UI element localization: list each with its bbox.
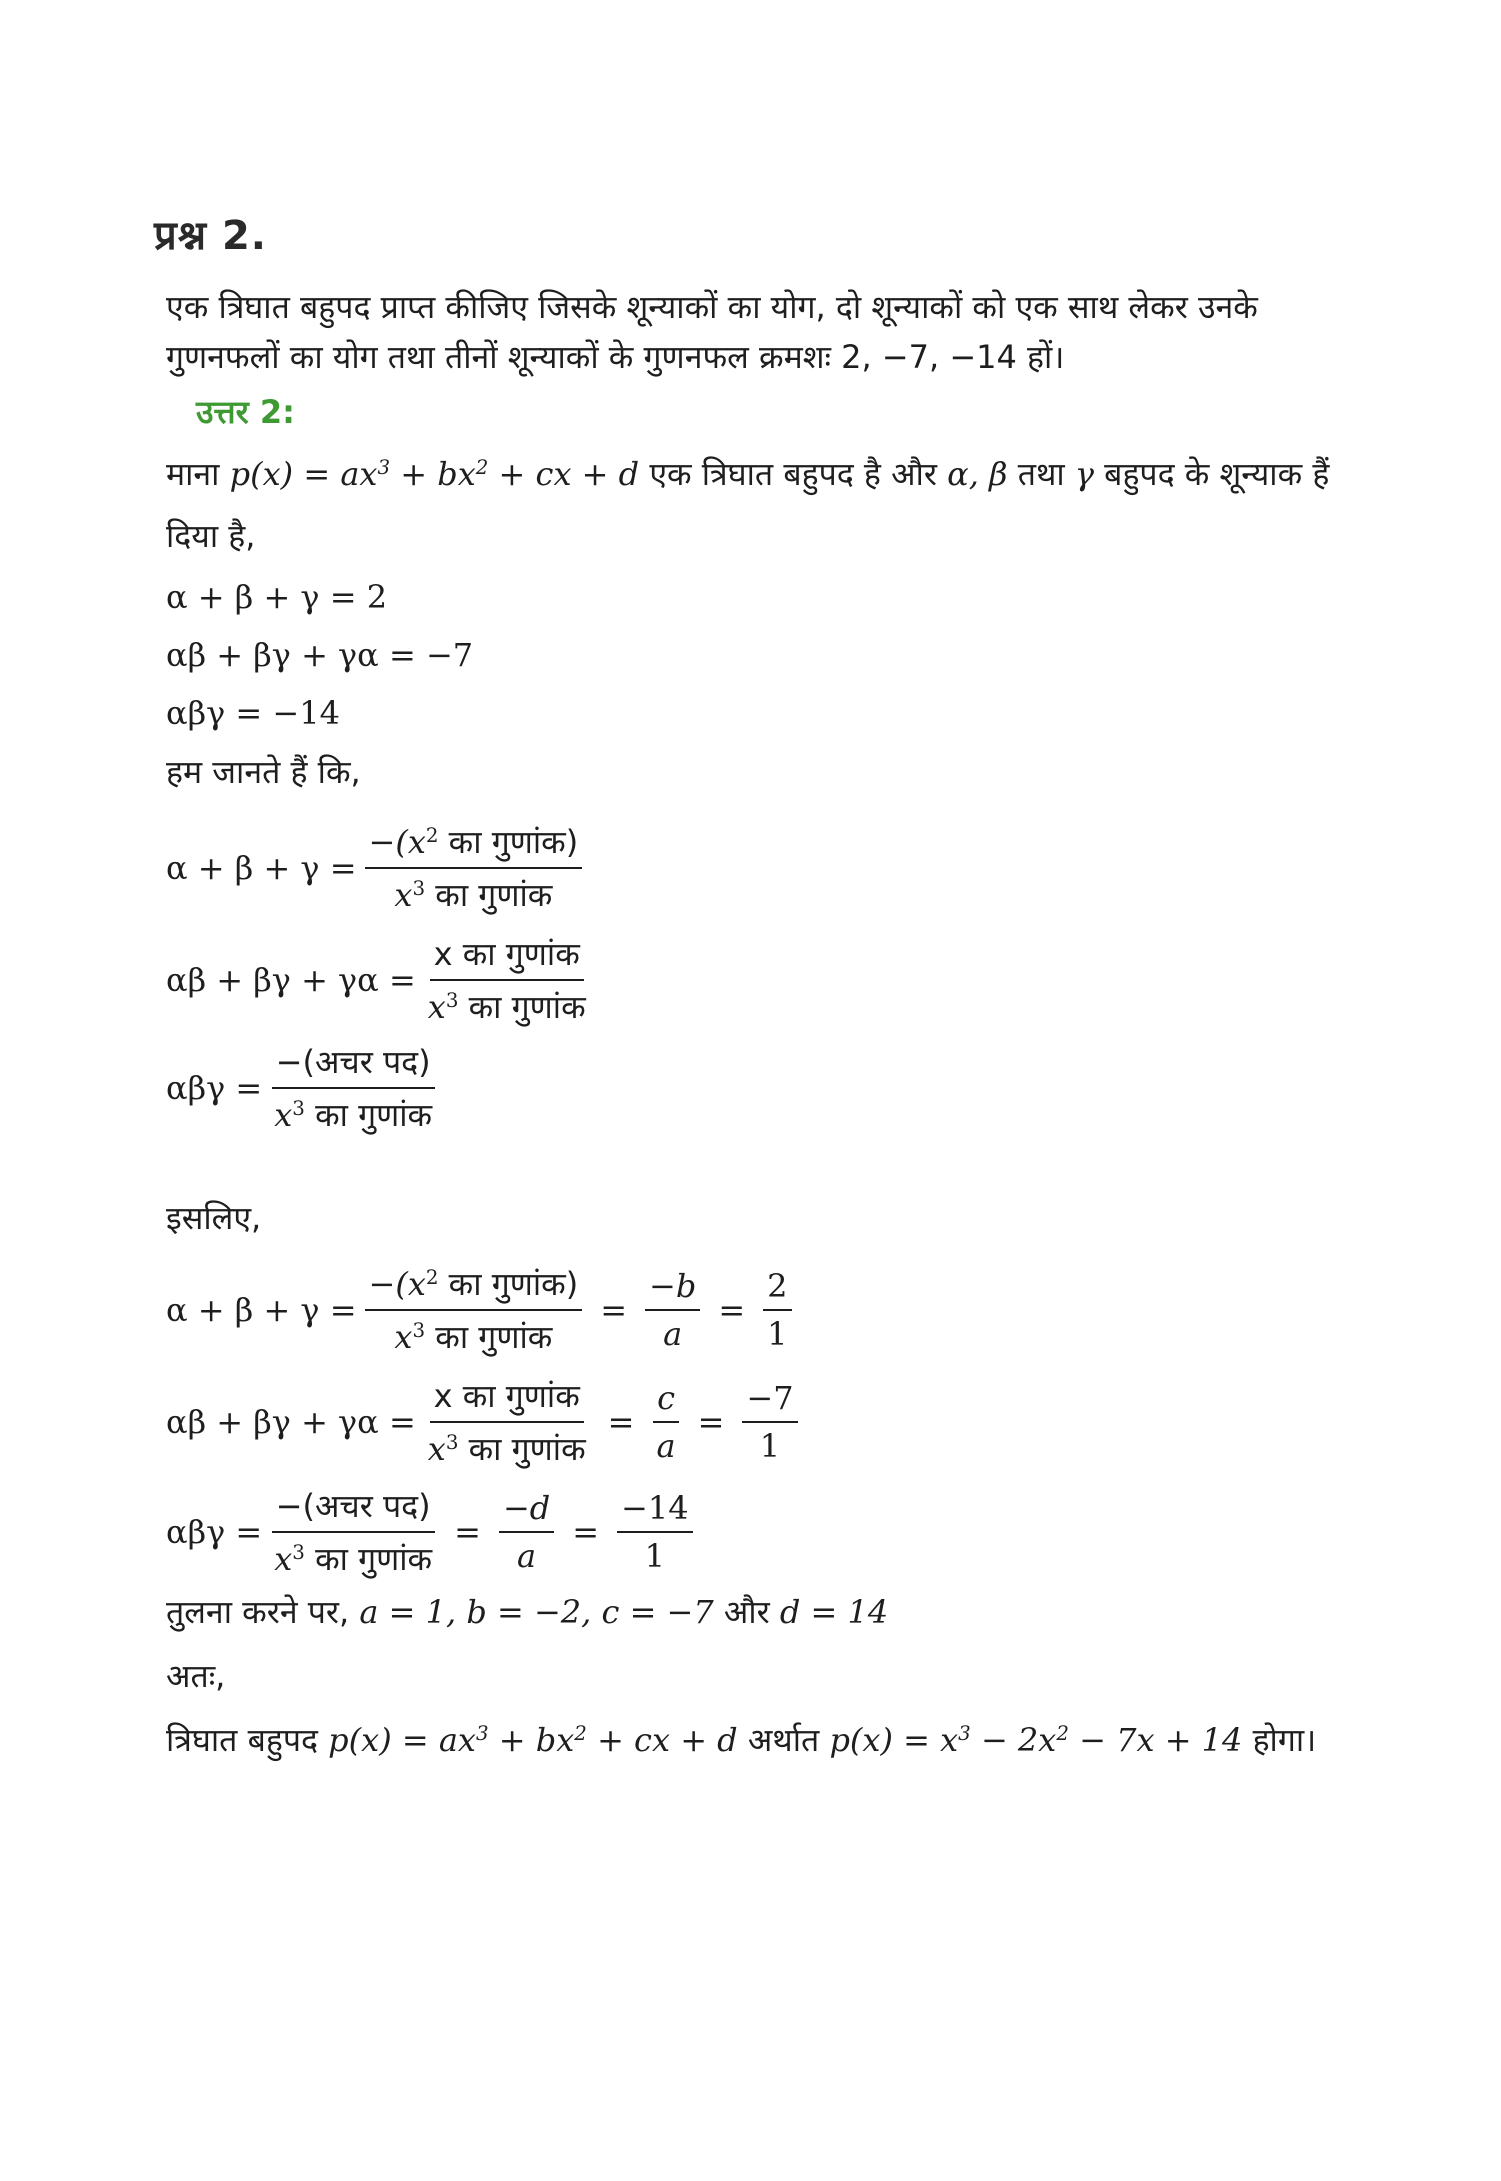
fraction: $\frac{-7}{1}$	[742, 1379, 797, 1465]
fraction: $\frac{\text{−(अचर पद)}}{x^3 का गुणांक}$	[270, 1040, 436, 1136]
hence-label: अतः,	[166, 1657, 226, 1695]
intro-roots: α, β	[947, 455, 1008, 493]
question-heading: प्रश्न 2.	[154, 213, 267, 259]
final-polynomial: $p(x) = x^3 - 2x^2 - 7x + 14$	[829, 1721, 1243, 1759]
comparison-line	[166, 1590, 888, 1633]
result-sum: α + β + γ = $\frac{-(x^2 का गुणांक)}{x^3 का गुणांक}$ = $\frac{-b}{a}$ = $\frac{2}{1}$	[166, 1262, 800, 1358]
given-pair-sum: αβ + βγ + γα = −7	[166, 636, 474, 674]
question-text: एक त्रिघात बहुपद प्राप्त कीजिए जिसके शून्याकों का योग, दो शून्याकों को एक साथ लेकर उनके गुणनफलों का योग तथा तीनों शून्याकों के गुणनफल क्रमशः 2, −7, −14 हों।	[166, 288, 1258, 376]
fraction: $\frac{-14}{1}$	[617, 1489, 693, 1575]
formula-pair-sum	[166, 932, 598, 1028]
result-product: αβγ = $\frac{\text{−(अचर पद)}}{x^3 का गुणांक}$ = $\frac{-d}{a}$ = $\frac{-14}{1}$	[166, 1484, 701, 1580]
intro-tatha: तथा	[1017, 455, 1065, 493]
final-general: $p(x) = ax^3 + bx^2$ + cx + d	[328, 1721, 738, 1759]
comparison-values: a = 1, b = −2, c = −7	[359, 1593, 714, 1631]
formula-pair-lhs: αβ + βγ + γα =	[166, 961, 416, 999]
intro-suffix: बहुपद के शून्याक हैं	[1104, 455, 1330, 493]
therefore-label: इसलिए,	[166, 1199, 262, 1237]
intro-gamma: γ	[1074, 455, 1094, 493]
fraction: $\frac{\text{x का गुणांक}}{x^3 का गुणांक}$	[424, 932, 590, 1028]
result-sum-lhs: α + β + γ =	[166, 1291, 357, 1329]
result-pair-lhs: αβ + βγ + γα =	[166, 1403, 416, 1441]
known-label: हम जानते हैं कि,	[166, 753, 361, 791]
fraction: $\frac{2}{1}$	[763, 1267, 791, 1353]
intro-prefix: माना	[166, 455, 220, 493]
formula-product	[166, 1040, 444, 1136]
given-sum: α + β + γ = 2	[166, 578, 388, 616]
fraction: $\frac{\text{x का गुणांक}}{x^3 का गुणांक}$	[424, 1374, 590, 1470]
given-product: αβγ = −14	[166, 694, 340, 732]
given-label: दिया है,	[166, 517, 256, 555]
fraction: $\frac{c}{a}$	[652, 1379, 679, 1465]
fraction: $\frac{-(x^2 का गुणांक)}{x^3 का गुणांक}$	[365, 1262, 583, 1358]
formula-product-lhs: αβγ =	[166, 1069, 263, 1107]
result-pair-sum: αβ + βγ + γα = $\frac{\text{x का गुणांक}}{x^3 का गुणांक}$ = $\frac{c}{a}$ = $\frac{-7}{1}$	[166, 1374, 806, 1470]
comparison-d: d = 14	[779, 1593, 889, 1631]
intro-px: $p(x) = ax^3 + bx^2$ + cx + d	[229, 455, 640, 493]
intro-mid: एक त्रिघात बहुपद है और	[649, 455, 937, 493]
final-arthat: अर्थात	[747, 1721, 820, 1759]
comparison-aur: और	[723, 1593, 770, 1631]
final-suffix: होगा।	[1252, 1721, 1317, 1759]
fraction: $\frac{-b}{a}$	[645, 1267, 700, 1353]
final-prefix: त्रिघात बहुपद	[166, 1721, 318, 1759]
intro-line	[166, 452, 1329, 495]
formula-sum-lhs: α + β + γ =	[166, 849, 357, 887]
comparison-prefix: तुलना करने पर,	[166, 1593, 350, 1631]
fraction: $\frac{-d}{a}$	[499, 1489, 554, 1575]
final-line	[166, 1718, 1316, 1761]
fraction: $\frac{-(x^2 का गुणांक)}{x^3 का गुणांक}$	[365, 820, 583, 916]
fraction: $\frac{\text{−(अचर पद)}}{x^3 का गुणांक}$	[270, 1484, 436, 1580]
formula-sum	[166, 820, 590, 916]
result-product-lhs: αβγ =	[166, 1513, 263, 1551]
answer-label: उत्तर 2:	[196, 393, 295, 431]
